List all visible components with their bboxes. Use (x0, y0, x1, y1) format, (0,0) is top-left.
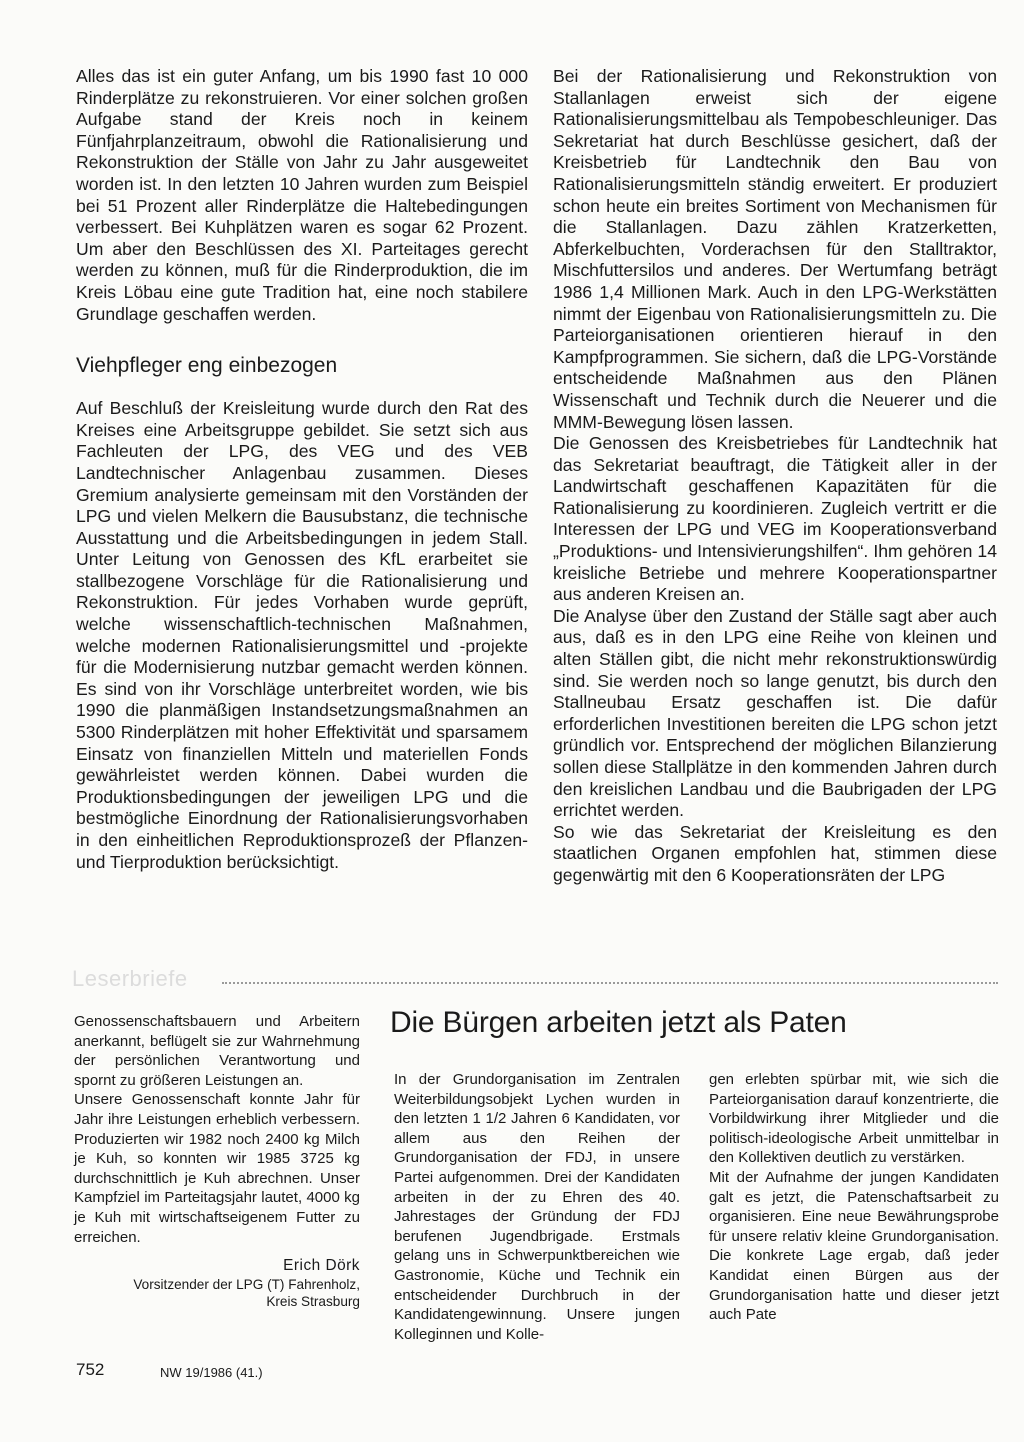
article-title: Die Bürgen arbeiten jetzt als Paten (390, 1006, 847, 1039)
page-number: 752 (76, 1360, 105, 1379)
letter-author-location: Kreis Strasburg (266, 1293, 360, 1309)
section-label: Leserbriefe (72, 966, 188, 991)
issue-reference: NW 19/1986 (41.) (160, 1365, 263, 1380)
article-column-1 (394, 1070, 680, 1344)
paragraph: Alles das ist ein guter Anfang, um bis 1990 fast 10 000 Rinderplätze zu rekonstruieren. Vor einer solchen großen Aufgabe stand der Kreis noch in keinem Fünfjahrplanzeitraum, obwohl die Rationalisierung und Rekonstruktion der Ställe von Jahr zu Jahr ausgeweitet worden ist. In den letzten 10 Jahren wurden zum Beispiel bei 51 Prozent aller Rinderplätze die Haltebedingungen verbessert. Bei Kuhplätzen waren es sogar 62 Prozent. Um aber den Beschlüssen des XI. Parteitages gerecht werden zu können, muß für die Rinderproduktion, die im Kreis Löbau eine gute Tradition hat, eine noch stabilere Grundlage geschaffen werden. (76, 66, 528, 324)
top-right-column (553, 66, 997, 887)
subheading: Viehpfleger eng einbezogen (76, 354, 338, 378)
section-divider (72, 966, 1000, 990)
reader-letter-column (74, 1012, 360, 1310)
article-column-2 (709, 1070, 999, 1325)
paragraph: Mit der Aufnahme der jungen Kandidaten galt es jetzt, die Patenschaftsarbeit zu organisieren. Eine neue Bewährungsprobe für unsere relativ kleine Grundorganisation. Die konkrete Lage ergab, daß jeder Kandidat einen Bürgen aus der Grundorganisation hatte und dieser jetzt auch Pate (709, 1168, 999, 1324)
paragraph: Bei der Rationalisierung und Rekonstruktion von Stallanlagen erweist sich der eigene Rationalisierungsmittelbau als Tempobeschleuniger. Das Sekretariat hat durch Beschlüsse gesichert, daß der Kreisbetrieb für Landtechnik den Bau von Rationalisierungsmitteln ständig erweitert. Er produziert schon heute ein breites Sortiment von Mechanismen für die Stallanlagen. Dazu zählen Kratzerketten, Abferkelbuchten, Vorderachsen für den Stalltraktor, Mischfuttersilos und anderes. Der Wertumfang beträgt 1986 1,4 Millionen Mark. Auch in den LPG-Werkstätten nimmt der Eigenbau von Rationalisierungsmitteln zu. Die Parteiorganisationen orientieren hierauf in den Kampfprogrammen. Sie sichern, daß die LPG-Vorstände entscheidende Maßnahmen aus den Plänen Wissenschaft und Technik durch die Neuerer und die MMM-Bewegung lösen lassen. (553, 66, 997, 432)
paragraph: Die Analyse über den Zustand der Ställe sagt aber auch aus, daß es in den LPG eine Reihe von kleinen und alten Ställen gibt, die nicht mehr rekonstruktionswürdig sind. Sie werden noch so lange genutzt, bis durch den Stallneubau Ersatz geschaffen ist. Die dafür erforderlichen Investitionen bereiten die LPG schon jetzt gründlich vor. Entsprechend der möglichen Bilanzierung sollen diese Stallplätze in den kommenden Jahren durch den kreislichen Landbau und die Baubrigaden der LPG errichtet werden. (553, 605, 997, 821)
letter-author: Erich Dörk (283, 1257, 360, 1275)
paragraph: In der Grundorganisation im Zentralen Weiterbildungsobjekt Lychen wurden in den letzten 1 1/2 Jahren 6 Kandidaten, vor allem aus den Reihen der Grundorganisation der FDJ, in unsere Partei aufgenommen. Drei der Kandidaten arbeiten in der zu Ehren des 40. Jahrestages der Gründung der FDJ berufenen Jugendbrigade. Erstmals gelang uns in Schwerpunktbereichen wie Gastronomie, Küche und Technik ein entscheidender Durchbruch in der Kandidatengewinnung. Unsere jungen Kolleginnen und Kolle- (394, 1071, 680, 1343)
paragraph: So wie das Sekretariat der Kreisleitung es den staatlichen Organen empfohlen hat, stimmen diese gegenwärtig mit den 6 Kooperationsräten der LPG (553, 821, 997, 885)
paragraph: gen erlebten spürbar mit, wie sich die Parteiorganisation darauf konzentrierte, die Vorbildwirkung ihrer Mitglieder und die politisch-ideologische Arbeit unmittelbar in den Kollektiven deutlich zu verstärken. (709, 1071, 999, 1167)
letter-author-role: Vorsitzender der LPG (T) Fahrenholz, (133, 1276, 360, 1292)
top-left-column (76, 66, 528, 873)
paragraph: Die Genossen des Kreisbetriebes für Landtechnik hat das Sekretariat beauftragt, die Tätigkeit aller in der Landwirtschaft geschaffenen Kapazitäten für die Rationalisierung zu koordinieren. Zugleich vertritt er die Interessen der LPG und VEG im Kooperationsverband „Produktions- und Intensivierungshilfen“. Ihm gehören 14 kreisliche Betriebe und mehrere Kooperationspartner aus anderen Kreisen an. (553, 433, 997, 605)
paragraph: Genossenschaftsbauern und Arbeitern anerkannt, beflügelt sie zur Wahrnehmung der persönlichen Verantwortung und spornt zu größeren Leistungen an. (74, 1013, 360, 1089)
paragraph: Auf Beschluß der Kreisleitung wurde durch den Rat des Kreises eine Arbeitsgruppe gebildet. Sie setzt sich aus Fachleuten der LPG, des VEG und des VEB Landtechnischer Anlagenbau zusammen. Dieses Gremium analysierte gemeinsam mit den Vorständen der LPG und vielen Melkern die Bausubstanz, die technische Ausstattung und die Arbeitsbedingungen in jedem Stall. Unter Leitung von Genossen des KfL erarbeitet sie stallbezogene Vorschläge für die Rationalisierung und Rekonstruktion. Für jedes Vorhaben wurde geprüft, welche wissenschaftlich-technischen Maßnahmen, welche modernen Rationalisierungsmittel und -projekte für die Modernisierung nutzbar gemacht werden können. Es sind von ihr Vorschläge unterbreitet worden, wie bis 1990 die planmäßigen Instandsetzungsmaßnahmen an 5300 Rinderplätzen mit hoher Effektivität und sparsamem Einsatz von finanziellen Mitteln und materiellen Fonds gewährleistet werden können. Dabei wurden die Produktionsbedingungen der jeweiligen LPG und die bestmögliche Einordnung der Rationalisierungsvorhaben in den einheitlichen Reproduktionsprozeß der Pflanzen- und Tierproduktion berücksichtigt. (76, 398, 528, 872)
dotted-rule (222, 982, 998, 984)
paragraph: Unsere Genossenschaft konnte Jahr für Jahr ihre Leistungen erheblich verbessern. Produzierten wir 1982 noch 2400 kg Milch je Kuh, so konnten wir 1985 3725 kg durchschnittlich je Kuh abrechnen. Unser Kampfziel im Parteitagsjahr lautet, 4000 kg je Kuh mit wirtschaftseigenem Futter zu erreichen. (74, 1091, 360, 1246)
